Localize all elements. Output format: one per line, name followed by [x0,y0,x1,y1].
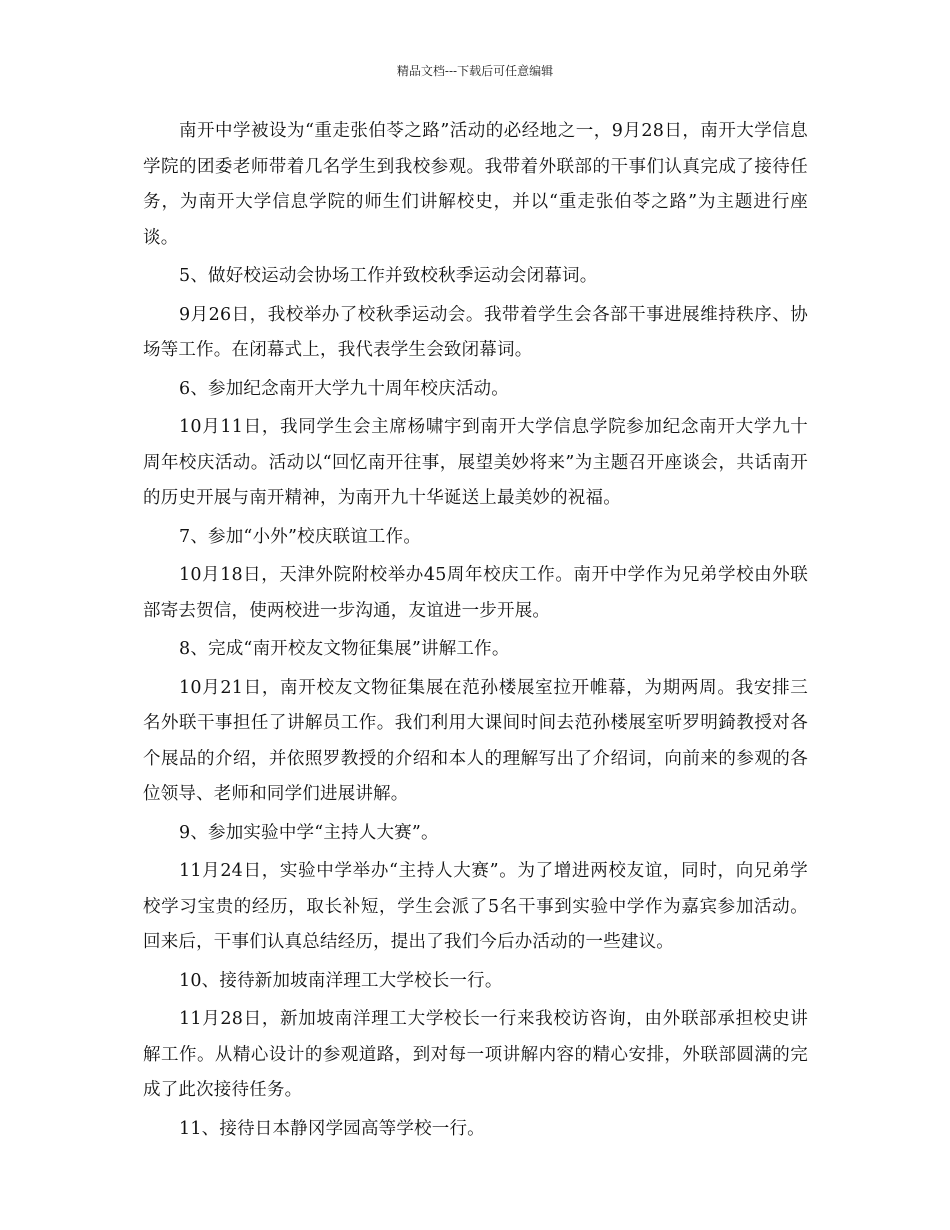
heading-xiaowai: 7、参加“小外”校庆联谊工作。 [179,526,422,547]
heading-anniversary: 6、参加纪念南开大学九十周年校庆活动。 [179,378,509,399]
paragraph-host-contest: 11月24日，实验中学举办“主持人大赛”。为了增进两校友谊，同时，向兄弟学校学习宝贵的经历，取长补短，学生会派了5名干事到实验中学作为嘉宾参加活动。回来后，干事们认真总结经历，提出了我们今后办活动的一些建议。 [143,861,808,952]
paragraph-visit-nankai-university: 南开中学被设为“重走张伯苓之路”活动的必经地之一，9月28日，南开大学信息学院的团委老师带着几名学生到我校参观。我带着外联部的干事们认真完成了接待任务，为南开大学信息学院的师生们讲解校史，并以“重走张伯苓之路”为主题进行座谈。 [143,121,808,248]
paragraph-sports-meet: 9月26日，我校举办了校秋季运动会。我带着学生会各部干事进展维持秩序、协场等工作。在闭幕式上，我代表学生会致闭幕词。 [143,304,808,360]
document-body [143,114,808,1150]
paragraph-ntu-visit: 11月28日，新加坡南洋理工大学校长一行来我校访咨询，由外联部承担校史讲解工作。从精心设计的参观道路，到对每一项讲解内容的精心安排，外联部圆满的完成了此次接待任务。 [143,1009,808,1100]
heading-japan-visit: 11、接待日本静冈学园高等学校一行。 [179,1118,485,1139]
heading-sports-meet: 5、做好校运动会协场工作并致校秋季运动会闭幕词。 [179,266,598,286]
heading-ntu-visit: 10、接待新加坡南洋理工大学校长一行。 [179,970,503,991]
page-header: 精品文档---下载后可任意编辑 [396,64,554,78]
paragraph-xiaowai: 10月18日，天津外院附校举办45周年校庆工作。南开中学作为兄弟学校由外联部寄去贺信，使两校进一步沟通，友谊进一步开展。 [143,565,808,621]
paragraph-anniversary: 10月11日，我同学生会主席杨啸宇到南开大学信息学院参加纪念南开大学九十周年校庆活动。活动以“回忆南开往事，展望美妙将来”为主题召开座谈会，共话南开的历史开展与南开精神，为南开九十华诞送上最美妙的祝福。 [143,417,808,508]
heading-exhibition: 8、完成“南开校友文物征集展”讲解工作。 [179,639,510,659]
paragraph-exhibition: 10月21日，南开校友文物征集展在范孙楼展室拉开帷幕，为期两周。我安排三名外联干事担任了讲解员工作。我们利用大课间时间去范孙楼展室听罗明錡教授对各个展品的介绍，并依照罗教授的介绍和本人的理解写出了介绍词，向前来的参观的各位领导、老师和同学们进展讲解。 [143,677,808,804]
heading-host-contest: 9、参加实验中学“主持人大赛”。 [179,822,439,843]
